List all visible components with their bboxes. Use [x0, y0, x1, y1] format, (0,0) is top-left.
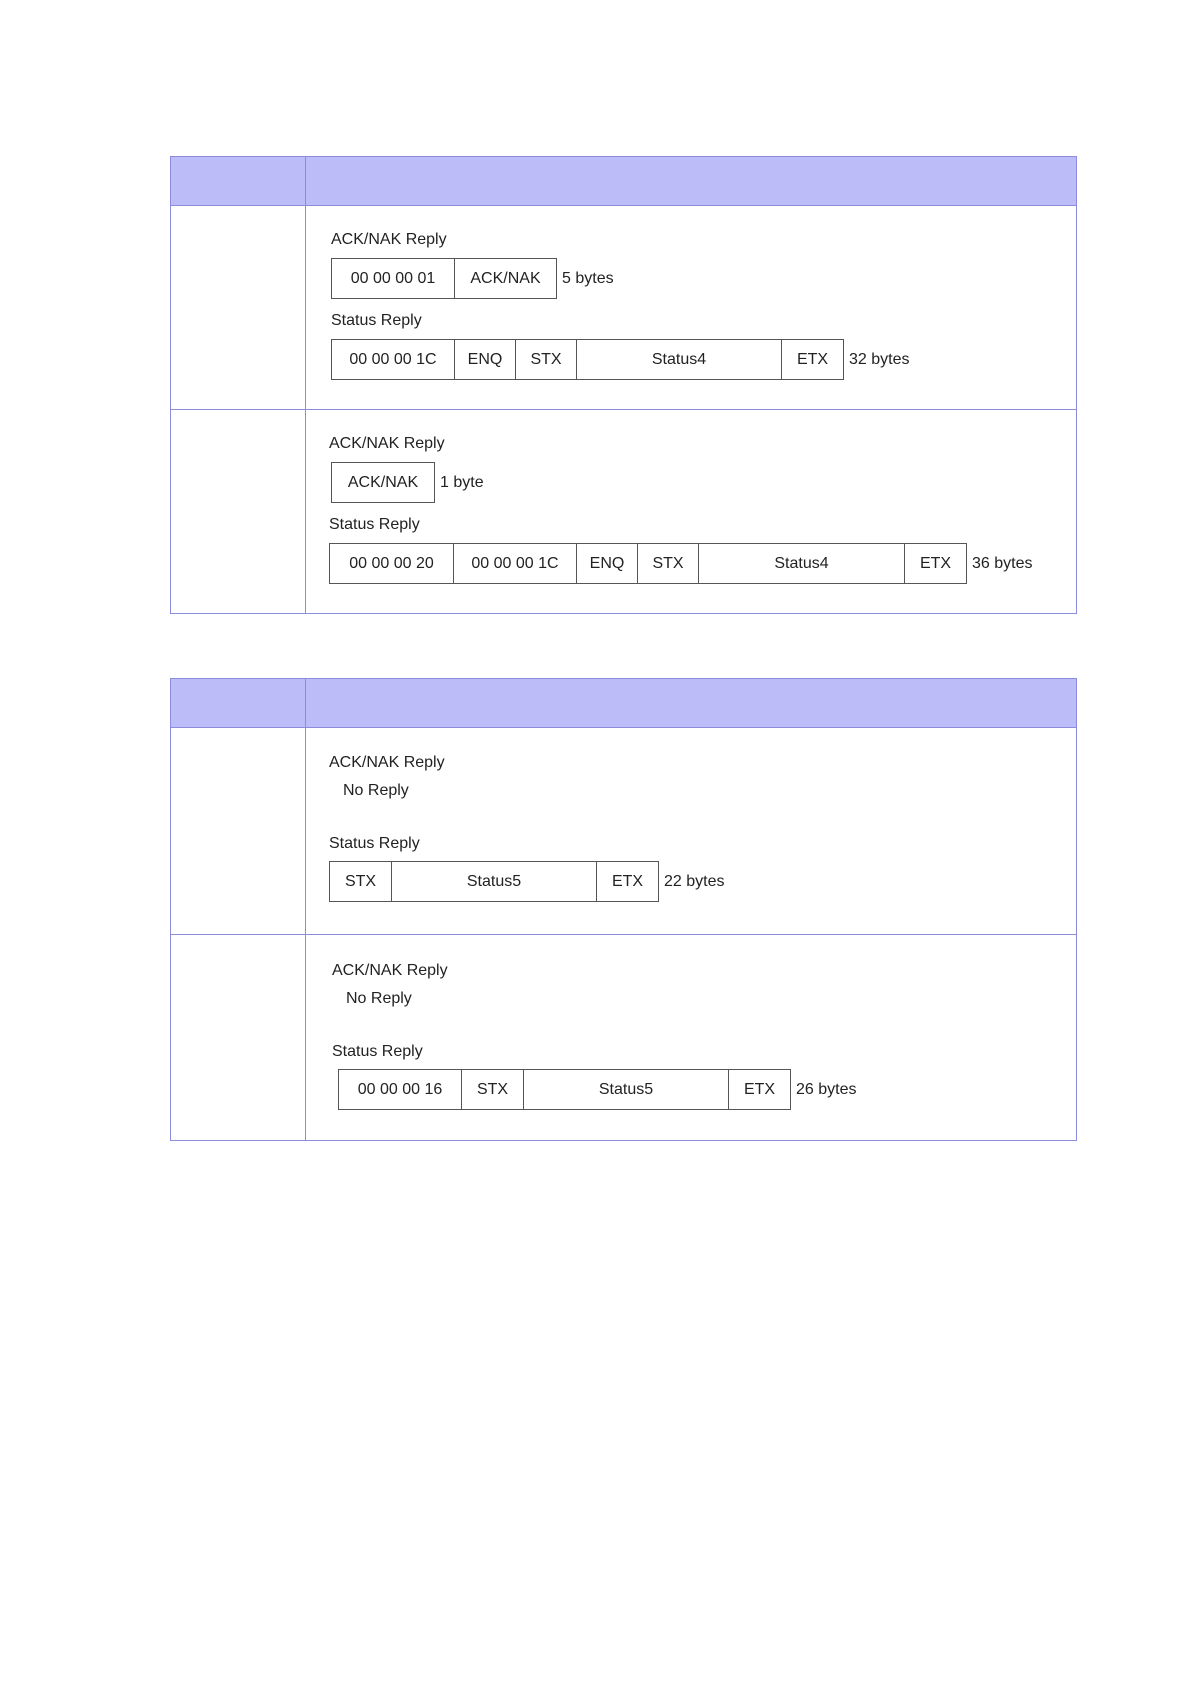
status-reply-label: Status Reply [329, 835, 420, 852]
row-label-cell [171, 728, 306, 935]
table-row [171, 206, 1077, 410]
table-row [171, 410, 1077, 614]
frame-field: ACK/NAK [454, 258, 557, 299]
ack-reply-frame [331, 462, 484, 503]
frame-size: 32 bytes [849, 350, 910, 368]
table-header-row [171, 679, 1077, 728]
frame-field: 00 00 00 16 [338, 1069, 462, 1110]
frame-field: 00 00 00 1C [331, 339, 455, 380]
frame-size: 22 bytes [664, 872, 725, 890]
no-reply-text: No Reply [346, 990, 412, 1007]
frame-field: STX [461, 1069, 524, 1110]
frame-size: 36 bytes [972, 554, 1033, 572]
frame-size: 1 byte [440, 473, 484, 491]
status-reply-label: Status Reply [331, 312, 422, 329]
table-row [171, 935, 1077, 1141]
frame-field: 00 00 00 20 [329, 543, 454, 584]
frame-field: Status5 [523, 1069, 729, 1110]
ack-reply-frame [331, 258, 614, 299]
frame-field: STX [515, 339, 577, 380]
row-label-cell [171, 206, 306, 410]
row-label-cell [171, 935, 306, 1141]
frame-field: ENQ [576, 543, 638, 584]
frame-size: 26 bytes [796, 1080, 857, 1098]
status-reply-frame [338, 1069, 856, 1110]
frame-field: STX [637, 543, 699, 584]
frame-field: ACK/NAK [331, 462, 435, 503]
no-reply-text: No Reply [343, 782, 409, 799]
frame-field: ETX [904, 543, 967, 584]
ack-reply-label: ACK/NAK Reply [329, 754, 445, 771]
ack-reply-label: ACK/NAK Reply [332, 962, 448, 979]
row-content-cell [306, 935, 1077, 1141]
frame-field: STX [329, 861, 392, 902]
header-cell-right [306, 679, 1077, 728]
reply-format-table-1 [170, 156, 1077, 614]
frame-field: Status4 [576, 339, 782, 380]
reply-format-table-2 [170, 678, 1077, 1141]
frame-field: ETX [781, 339, 844, 380]
row-label-cell [171, 410, 306, 614]
table-header-row [171, 157, 1077, 206]
row-content-cell [306, 410, 1077, 614]
header-cell-right [306, 157, 1077, 206]
header-cell-left [171, 157, 306, 206]
status-reply-label: Status Reply [329, 516, 420, 533]
frame-field: ETX [728, 1069, 791, 1110]
row-content-cell [306, 206, 1077, 410]
frame-field: Status5 [391, 861, 597, 902]
table-row [171, 728, 1077, 935]
frame-field: ETX [596, 861, 659, 902]
frame-field: ENQ [454, 339, 516, 380]
ack-reply-label: ACK/NAK Reply [329, 435, 445, 452]
status-reply-frame [329, 543, 1032, 584]
header-cell-left [171, 679, 306, 728]
status-reply-frame [331, 339, 909, 380]
ack-reply-label: ACK/NAK Reply [331, 231, 447, 248]
frame-field: 00 00 00 01 [331, 258, 455, 299]
frame-field: Status4 [698, 543, 905, 584]
frame-size: 5 bytes [562, 269, 614, 287]
row-content-cell [306, 728, 1077, 935]
status-reply-label: Status Reply [332, 1043, 423, 1060]
status-reply-frame [329, 861, 724, 902]
frame-field: 00 00 00 1C [453, 543, 577, 584]
